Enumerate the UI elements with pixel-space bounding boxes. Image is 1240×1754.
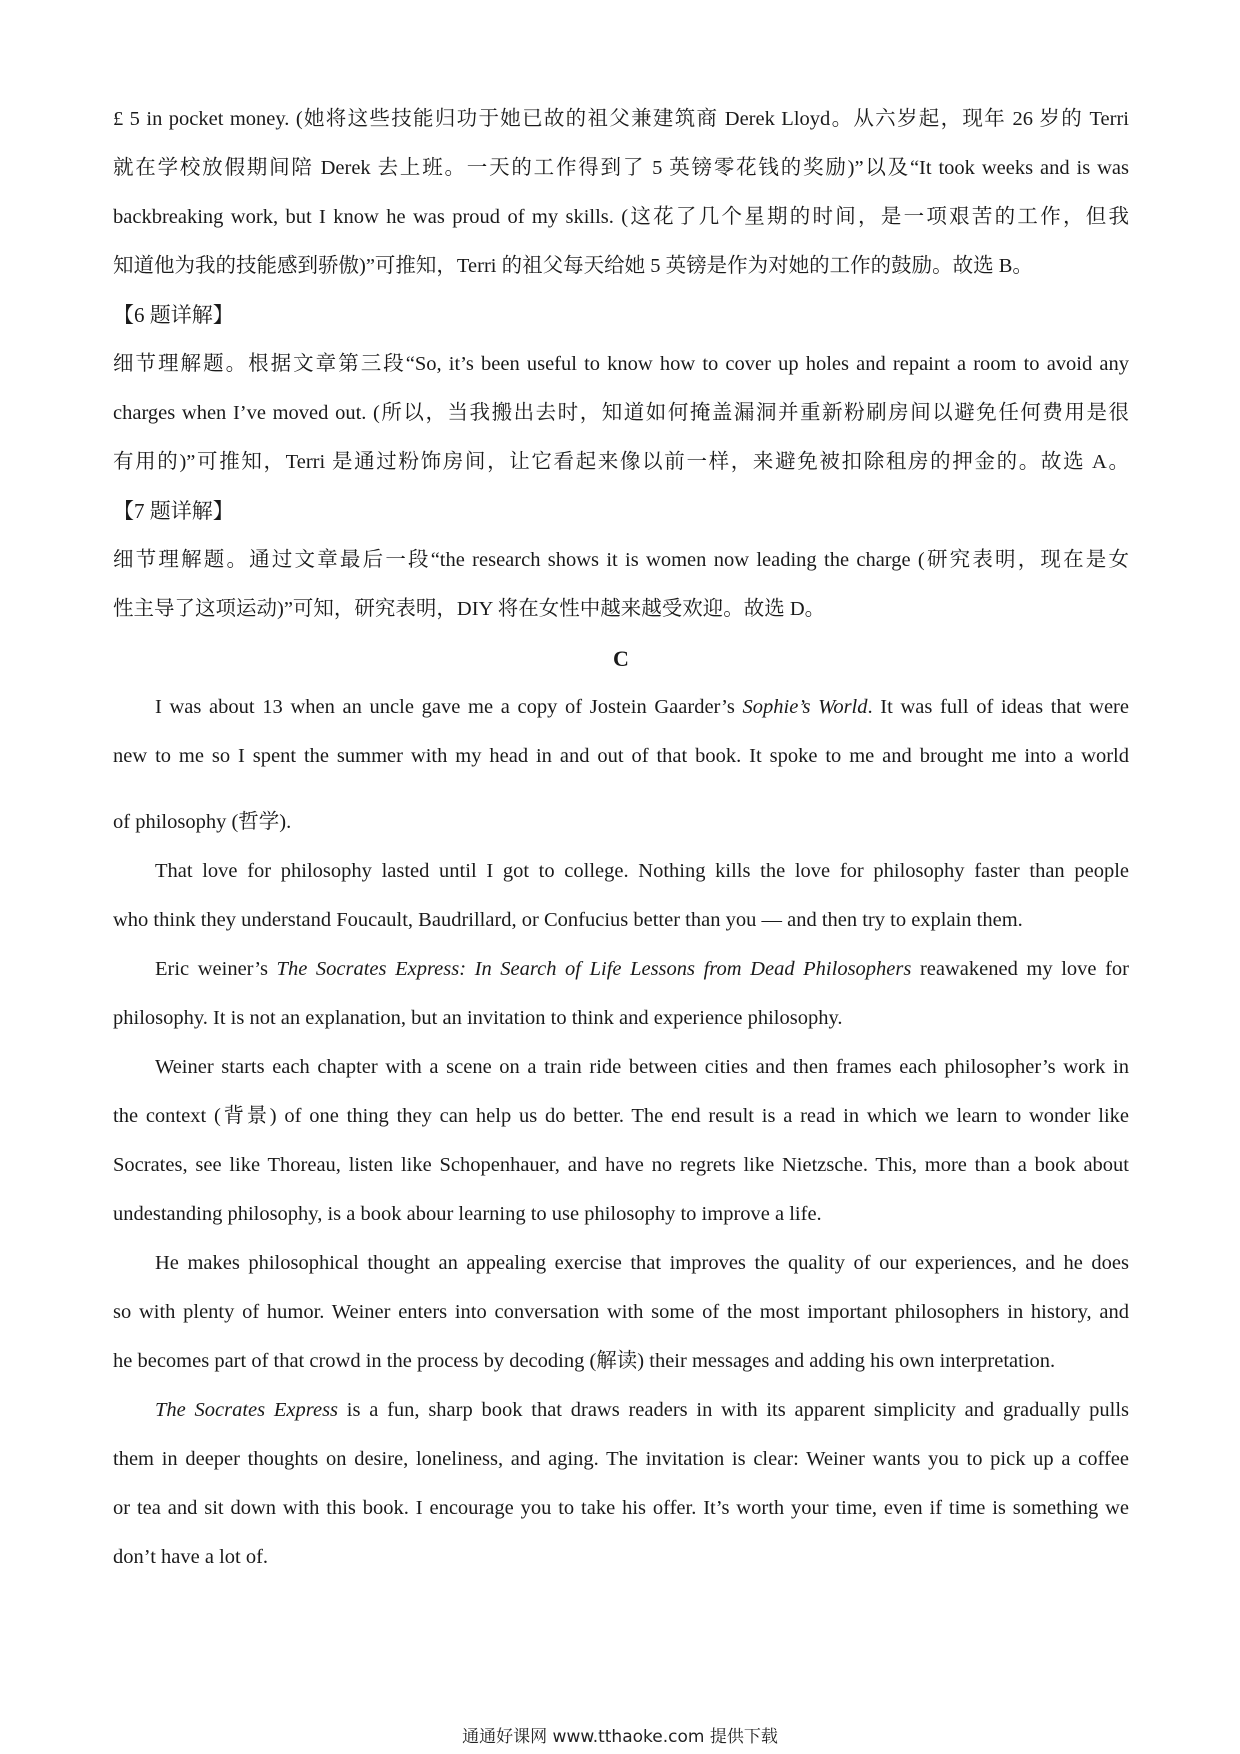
text-line: philosophy. It is not an explanation, but an invitation to think and experience philosophy.: [113, 1007, 843, 1029]
text-line: [113, 683, 1129, 732]
text-line: 性主导了这项运动)”可知，研究表明，DIY 将在女性中越来越受欢迎。故选 D。: [113, 598, 826, 620]
text-line: he becomes part of that crowd in the process by decoding (解读) their messages and adding his own interpretation.: [113, 1350, 1056, 1372]
text-line: 细节理解题。根据文章第三段“So, it’s been useful to know how to cover up holes and repaint a room to avoid any: [113, 353, 1129, 375]
text-line: the context (背景) of one thing they can help us do better. The end result is a read in which we learn to wonder like: [113, 1105, 1129, 1127]
text-segment: I was about 13 when an uncle gave me a copy of Jostein Gaarder’s: [155, 696, 743, 718]
paragraph-4: [113, 1043, 1129, 1239]
q7-heading: 【7 题详解】: [113, 499, 234, 523]
text-line: 有用的)”可推知，Terri 是通过粉饰房间，让它看起来像以前一样，来避免被扣除租房的押金的。故选 A。: [113, 451, 1129, 473]
text-line: new to me so I spent the summer with my head in and out of that book. It spoke to me and brought me into a world: [113, 745, 1129, 767]
book-title: The Socrates Express: In Search of Life Lessons from Dead Philosophers: [276, 958, 912, 980]
paragraph-6: [113, 1386, 1129, 1582]
text-line: 细节理解题。通过文章最后一段“the research shows it is women now leading the charge (研究表明，现在是女: [113, 549, 1129, 571]
text-line: 就在学校放假期间陪 Derek 去上班。一天的工作得到了 5 英镑零花钱的奖励)”以及“It took weeks and is was: [113, 157, 1129, 179]
text-line: £ 5 in pocket money. (她将这些技能归功于她已故的祖父兼建筑商 Derek Lloyd。从六岁起，现年 26 岁的 Terri: [113, 108, 1129, 130]
text-line: charges when I’ve moved out. (所以，当我搬出去时，知道如何掩盖漏洞并重新粉刷房间以避免任何费用是很: [113, 402, 1129, 424]
text-segment: reawakened my love for: [911, 958, 1129, 980]
text-segment: is a fun, sharp book that draws readers in with its apparent simplicity and gradually pulls: [338, 1399, 1129, 1421]
text-line: He makes philosophical thought an appealing exercise that improves the quality of our experiences, and he does: [155, 1252, 1129, 1274]
text-line: backbreaking work, but I know he was proud of my skills. (这花了几个星期的时间，是一项艰苦的工作，但我: [113, 206, 1129, 228]
part-c-heading: C: [613, 646, 629, 671]
text-segment: Eric weiner’s: [155, 958, 277, 980]
paragraph-5: [113, 1239, 1129, 1386]
paragraph-1: [113, 683, 1129, 847]
paragraph-2: [113, 847, 1129, 945]
text-line: [113, 1386, 1129, 1435]
text-line: undestanding philosophy, is a book abour learning to use philosophy to improve a life.: [113, 1203, 822, 1225]
book-title: The Socrates Express: [155, 1399, 339, 1421]
document-page: [113, 95, 1129, 1582]
text-line: who think they understand Foucault, Baudrillard, or Confucius better than you — and then try to explain them.: [113, 909, 1023, 931]
text-line: That love for philosophy lasted until I got to college. Nothing kills the love for philosophy faster than people: [155, 860, 1129, 882]
text-line: or tea and sit down with this book. I encourage you to take his offer. It’s worth your time, even if time is something we: [113, 1497, 1129, 1519]
part-c-passage: [113, 683, 1129, 1582]
prev-section: [113, 95, 1129, 291]
q6-explanation: [113, 291, 1129, 487]
q7-explanation: [113, 487, 1129, 634]
text-line: Weiner starts each chapter with a scene on a train ride between cities and then frames each philosopher’s work in: [155, 1056, 1129, 1078]
book-title: Sophie’s World: [742, 696, 868, 718]
text-segment: . It was full of ideas that were: [867, 696, 1129, 718]
text-line: 知道他为我的技能感到骄傲)”可推知，Terri 的祖父每天给她 5 英镑是作为对她的工作的鼓励。故选 B。: [113, 255, 1033, 277]
page-footer: 通通好课网 www.tthaoke.com 提供下载: [462, 1727, 778, 1747]
q6-heading: 【6 题详解】: [113, 303, 234, 327]
text-line: Socrates, see like Thoreau, listen like Schopenhauer, and have no regrets like Nietzsche. This, more than a book about: [113, 1154, 1129, 1176]
text-line: [113, 945, 1129, 994]
text-line: them in deeper thoughts on desire, loneliness, and aging. The invitation is clear: Weiner wants you to pick up a coffee: [113, 1448, 1129, 1470]
text-line: don’t have a lot of.: [113, 1546, 269, 1568]
paragraph-3: [113, 945, 1129, 1043]
text-line: so with plenty of humor. Weiner enters into conversation with some of the most important philosophers in history, and: [113, 1301, 1129, 1323]
text-line: of philosophy (哲学).: [113, 811, 292, 833]
